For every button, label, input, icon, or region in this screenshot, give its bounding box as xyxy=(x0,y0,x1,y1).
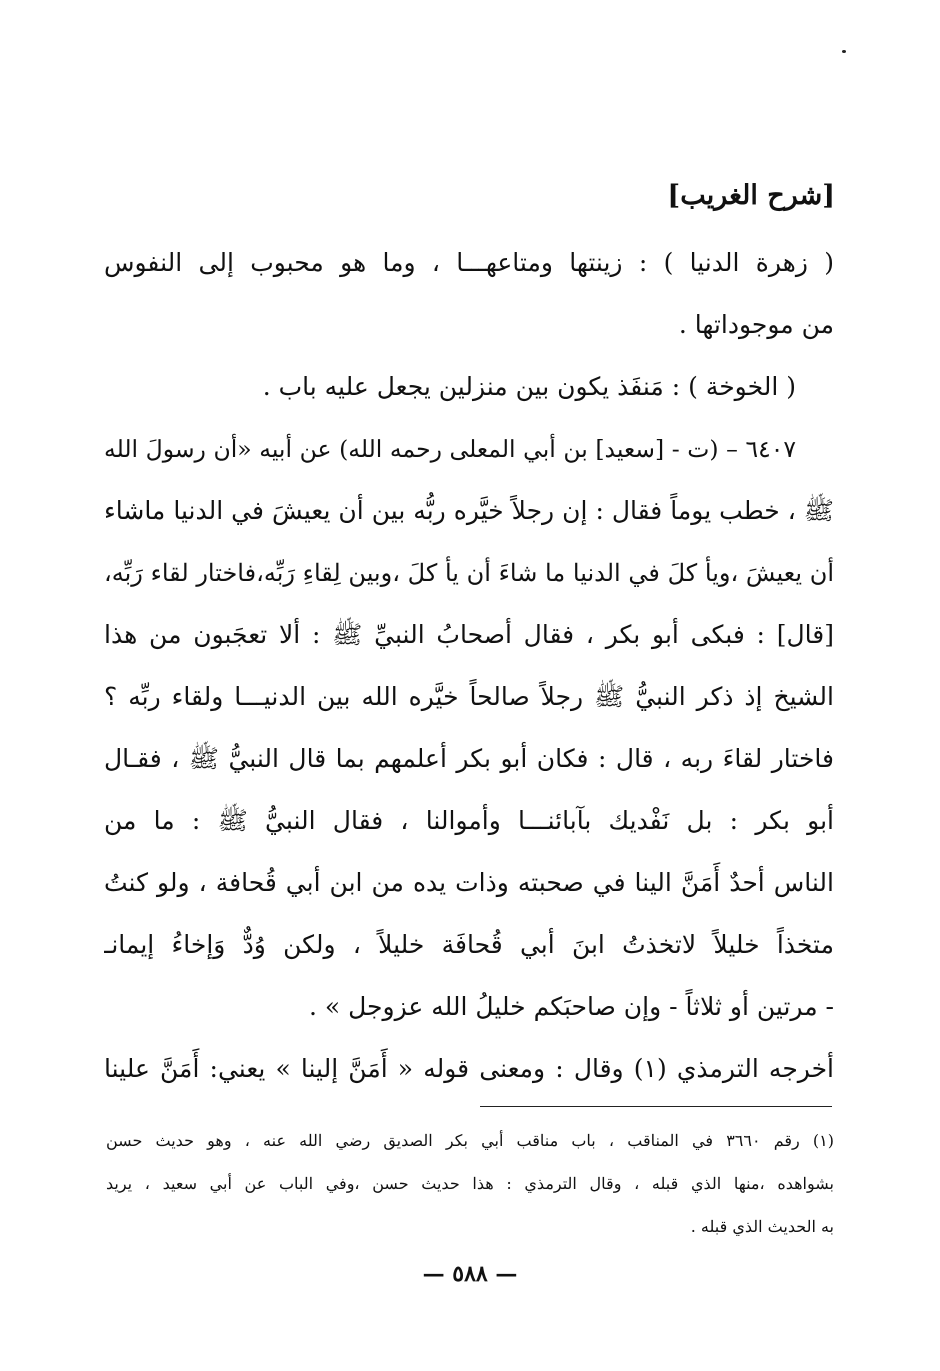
body-line: [قال] : فبكى أبو بكر ، فقال أصحابُ النبيِّ ﷺ : ألا تعجَبون من هذا xyxy=(104,620,834,649)
body-line: ( الخوخة ) : مَنفَذ يكون بين منزلين يجعل عليه باب . xyxy=(262,372,796,401)
body-line: ﷺ ، خطب يوماً فقال : إن رجلاً خيَّره ربُّه بين أن يعيشَ في الدنيا ماشاء xyxy=(104,496,834,525)
footnote-line: (١) رقم ٣٦٦٠ في المناقب ، باب مناقب أبي بكر الصديق رضي الله عنه ، وهو حديث حسن xyxy=(106,1131,834,1150)
section-heading: [شرح الغريب] xyxy=(667,180,835,211)
body-line: أخرجه الترمذي (١) وقال : ومعنى قوله « أَمَنَّ إلينا » يعني: أَمَنَّ علينا xyxy=(104,1054,834,1083)
scan-speck xyxy=(842,50,846,53)
body-line: أبو بكر : بل نَفْديك بآبائنـــا وأموالنا ، فقال النبيُّ ﷺ : ما من xyxy=(104,806,834,835)
hadith-number-line: ٦٤٠٧ – (ت - [سعيد] بن أبي المعلى رحمه الله) عن أبيه «أن رسولَ الله xyxy=(104,435,796,463)
page-number: — ٥٨٨ — xyxy=(422,1261,518,1287)
body-line: الشيخ إذ ذكر النبيُّ ﷺ رجلاً صالحاً خيَّره الله بين الدنيـــا ولقاء ربِّه ؟ xyxy=(104,682,834,711)
footnotes xyxy=(106,1124,834,1253)
body-line: الناس أحدٌ أَمَنَّ الينا في صحبته وذات يده من ابن أبي قُحافة ، ولو كنتُ xyxy=(104,868,834,897)
body-line: ( زهرة الدنيا ) : زينتها ومتاعهـــا ، وما هو محبوب إلى النفوس xyxy=(104,248,834,277)
footnote-divider xyxy=(480,1106,832,1107)
body-line: متخذاً خليلاً لاتخذتُ ابنَ أبي قُحافَة خليلاً ، ولكن وُدٌّ وَإخاءُ إيمانـ xyxy=(104,930,834,959)
body-line: من موجوداتها . xyxy=(678,310,834,339)
footnote-line: بشواهده ،منها الذي قبله ، وقال الترمذي : هذا حديث حسن ،وفي الباب عن أبي سعيد ، يريد xyxy=(106,1174,834,1193)
body-line: أن يعيشَ ،ويأ كلَ في الدنيا ما شاءَ أن يأ كلَ ،وبين لِقاءِ رَبِّه،فاختار لقاء رَبِّه، xyxy=(104,559,834,587)
body-line: فاختار لقاءَ ربه ، قال : فكان أبو بكر أعلمهم بما قال النبيُّ ﷺ ، فقـال xyxy=(104,744,834,773)
footnote-line: به الحديث الذي قبله . xyxy=(690,1217,834,1236)
body-line: - مرتين أو ثلاثاً - وإن صاحبَكم خليلُ الله عزوجل » . xyxy=(308,992,834,1021)
main-text xyxy=(104,238,834,1104)
